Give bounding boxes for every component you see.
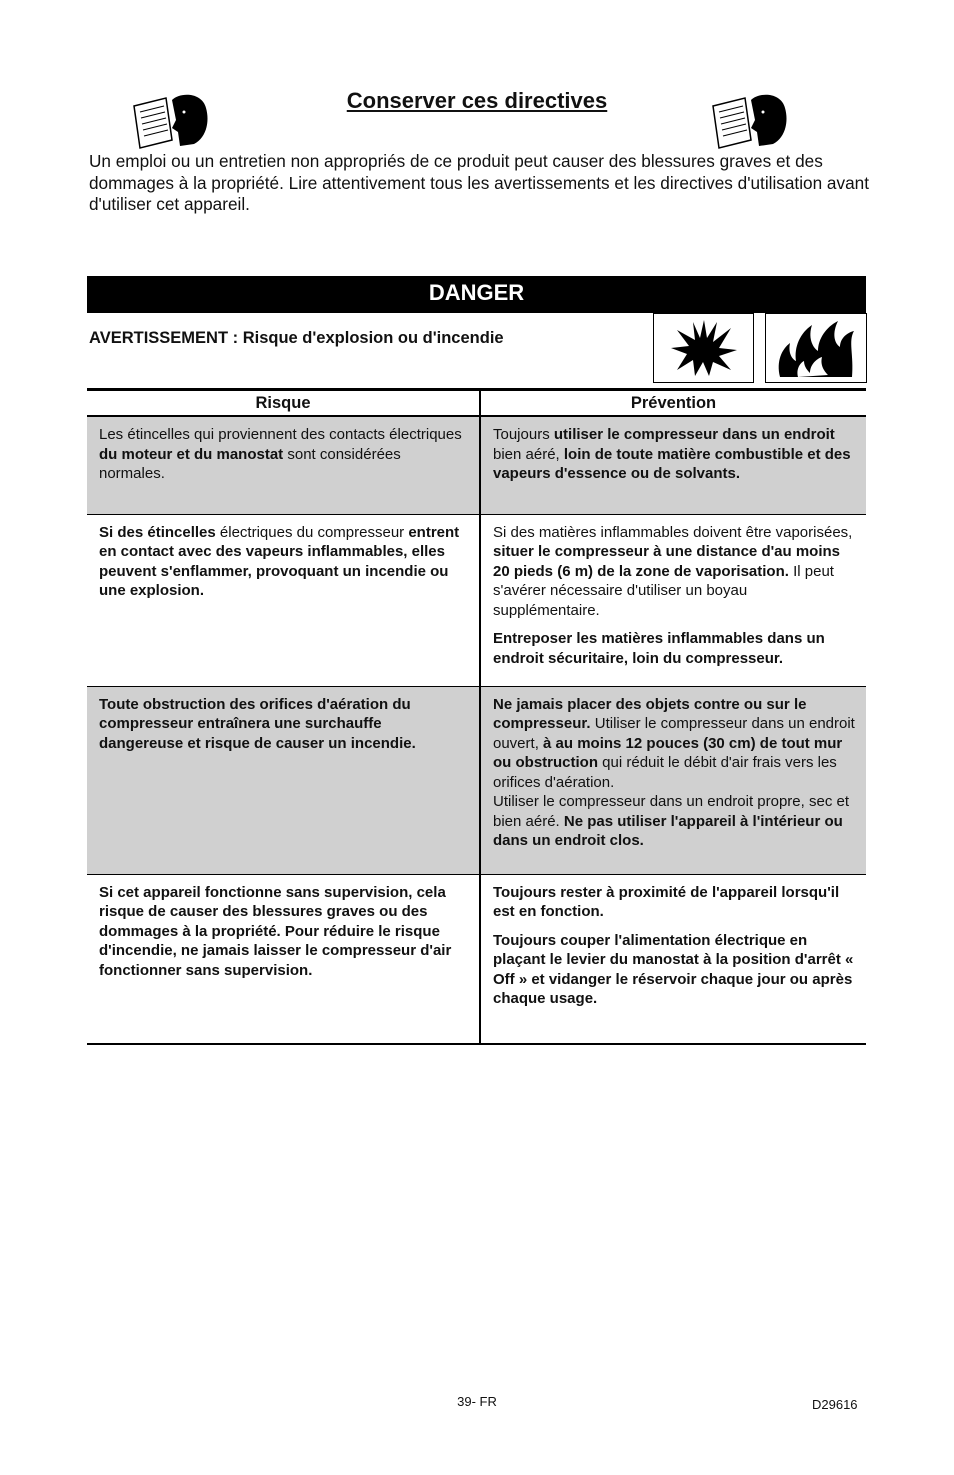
text: Toujours xyxy=(493,426,554,443)
fire-icon xyxy=(776,317,856,379)
bold-text: Entreposer les matières inflammables dans un endroit sécuritaire, loin du compresseur. xyxy=(493,630,825,667)
bold-text: entrent en contact avec des vapeurs inflammables, elles peuvent s'enflammer, provoquant un incendie ou une explosion. xyxy=(99,523,460,599)
table-row xyxy=(87,686,866,874)
prevention-cell xyxy=(480,874,866,1044)
cell-paragraph xyxy=(493,695,856,851)
risk-cell xyxy=(87,686,480,874)
document-code: D29616 xyxy=(812,1397,858,1412)
bold-text: Toujours couper l'alimentation électrique en plaçant le levier du manostat à la position d'arrêt « Off » et vidanger le réservoir chaque jour ou après chaque usage. xyxy=(493,931,854,1007)
text: Si des matières inflammables doivent être vaporisées, xyxy=(493,523,853,541)
read-manual-icon xyxy=(711,92,789,154)
bold-text: loin de toute matière combustible et des vapeurs d'essence ou de solvants. xyxy=(493,445,851,482)
cell-paragraph xyxy=(99,695,469,754)
bold-text: à au moins 12 pouces (30 cm) de tout mur ou obstruction xyxy=(493,734,843,771)
cell-paragraph xyxy=(99,523,469,601)
text: Il peut s'avérer nécessaire d'utiliser un boyau supplémentaire. xyxy=(493,562,834,619)
bold-text: Toujours rester à proximité de l'appareil lorsqu'il est en fonction. xyxy=(493,883,840,920)
text: bien aéré, xyxy=(493,445,564,463)
text: qui réduit le débit d'air frais vers les orifices d'aération. xyxy=(493,754,837,791)
risk-cell xyxy=(87,874,480,1044)
cell-paragraph xyxy=(493,883,856,922)
bold-text: Si cet appareil fonctionne sans supervision, cela risque de causer des blessures graves ou des dommages à la propriété. Pour réduire le risque d'incendie, ne jamais laisser le compresseur d'air fonctionner sans supervision. xyxy=(99,883,452,979)
fire-symbol-box xyxy=(765,313,867,383)
bold-text: du moteur et du manostat xyxy=(99,445,284,463)
text: Utiliser le compresseur dans un endroit ouvert, xyxy=(493,715,855,752)
bold-text: Ne jamais placer des objets contre ou sur le compresseur. xyxy=(493,695,807,732)
page-title: Conserver ces directives xyxy=(346,88,608,113)
cell-paragraph xyxy=(493,629,856,668)
table-row xyxy=(87,514,866,686)
cell-paragraph xyxy=(493,931,856,1009)
bold-text: Ne pas utiliser l'appareil à l'intérieur ou dans un endroit clos. xyxy=(493,812,843,849)
prevention-cell xyxy=(480,514,866,686)
column-header-prevention: Prévention xyxy=(480,390,866,417)
table-row xyxy=(87,874,866,1044)
danger-banner: DANGER xyxy=(87,276,866,313)
text: sont considérées normales. xyxy=(99,445,401,482)
read-manual-icon xyxy=(132,92,210,154)
bold-text: Si des étincelles xyxy=(99,523,216,541)
risk-cell xyxy=(87,416,480,514)
prevention-cell xyxy=(480,686,866,874)
text: Utiliser le compresseur dans un endroit propre, sec et bien aéré. xyxy=(493,793,850,830)
cell-paragraph xyxy=(99,883,469,981)
hazard-table xyxy=(87,388,866,1045)
warning-heading: AVERTISSEMENT : Risque d'explosion ou d'incendie xyxy=(89,329,504,347)
intro-paragraph: Un emploi ou un entretien non appropriés de ce produit peut causer des blessures graves et des dommages à la propriété. Lire attentivement tous les avertissements et les directives d'utilisation avant d'utiliser cet appareil. xyxy=(89,151,869,214)
cell-paragraph xyxy=(493,523,856,621)
explosion-symbol-box xyxy=(653,313,754,383)
risk-cell xyxy=(87,514,480,686)
cell-paragraph xyxy=(493,425,856,484)
column-header-risque: Risque xyxy=(87,390,480,417)
page-number: 39- FR xyxy=(457,1394,497,1409)
cell-paragraph xyxy=(99,425,469,484)
bold-text: situer le compresseur à une distance d'au moins 20 pieds (6 m) de la zone de vaporisation. xyxy=(493,543,841,580)
bold-text: utiliser le compresseur dans un endroit xyxy=(553,426,835,443)
bold-text: Toute obstruction des orifices d'aération du compresseur entraînera une surchauffe dangereuse et risque de causer un incendie. xyxy=(99,695,416,752)
explosion-icon xyxy=(669,318,739,378)
text: Les étincelles qui proviennent des contacts électriques xyxy=(99,426,462,443)
text: électriques du compresseur xyxy=(215,523,409,541)
table-row xyxy=(87,416,866,514)
prevention-cell xyxy=(480,416,866,514)
